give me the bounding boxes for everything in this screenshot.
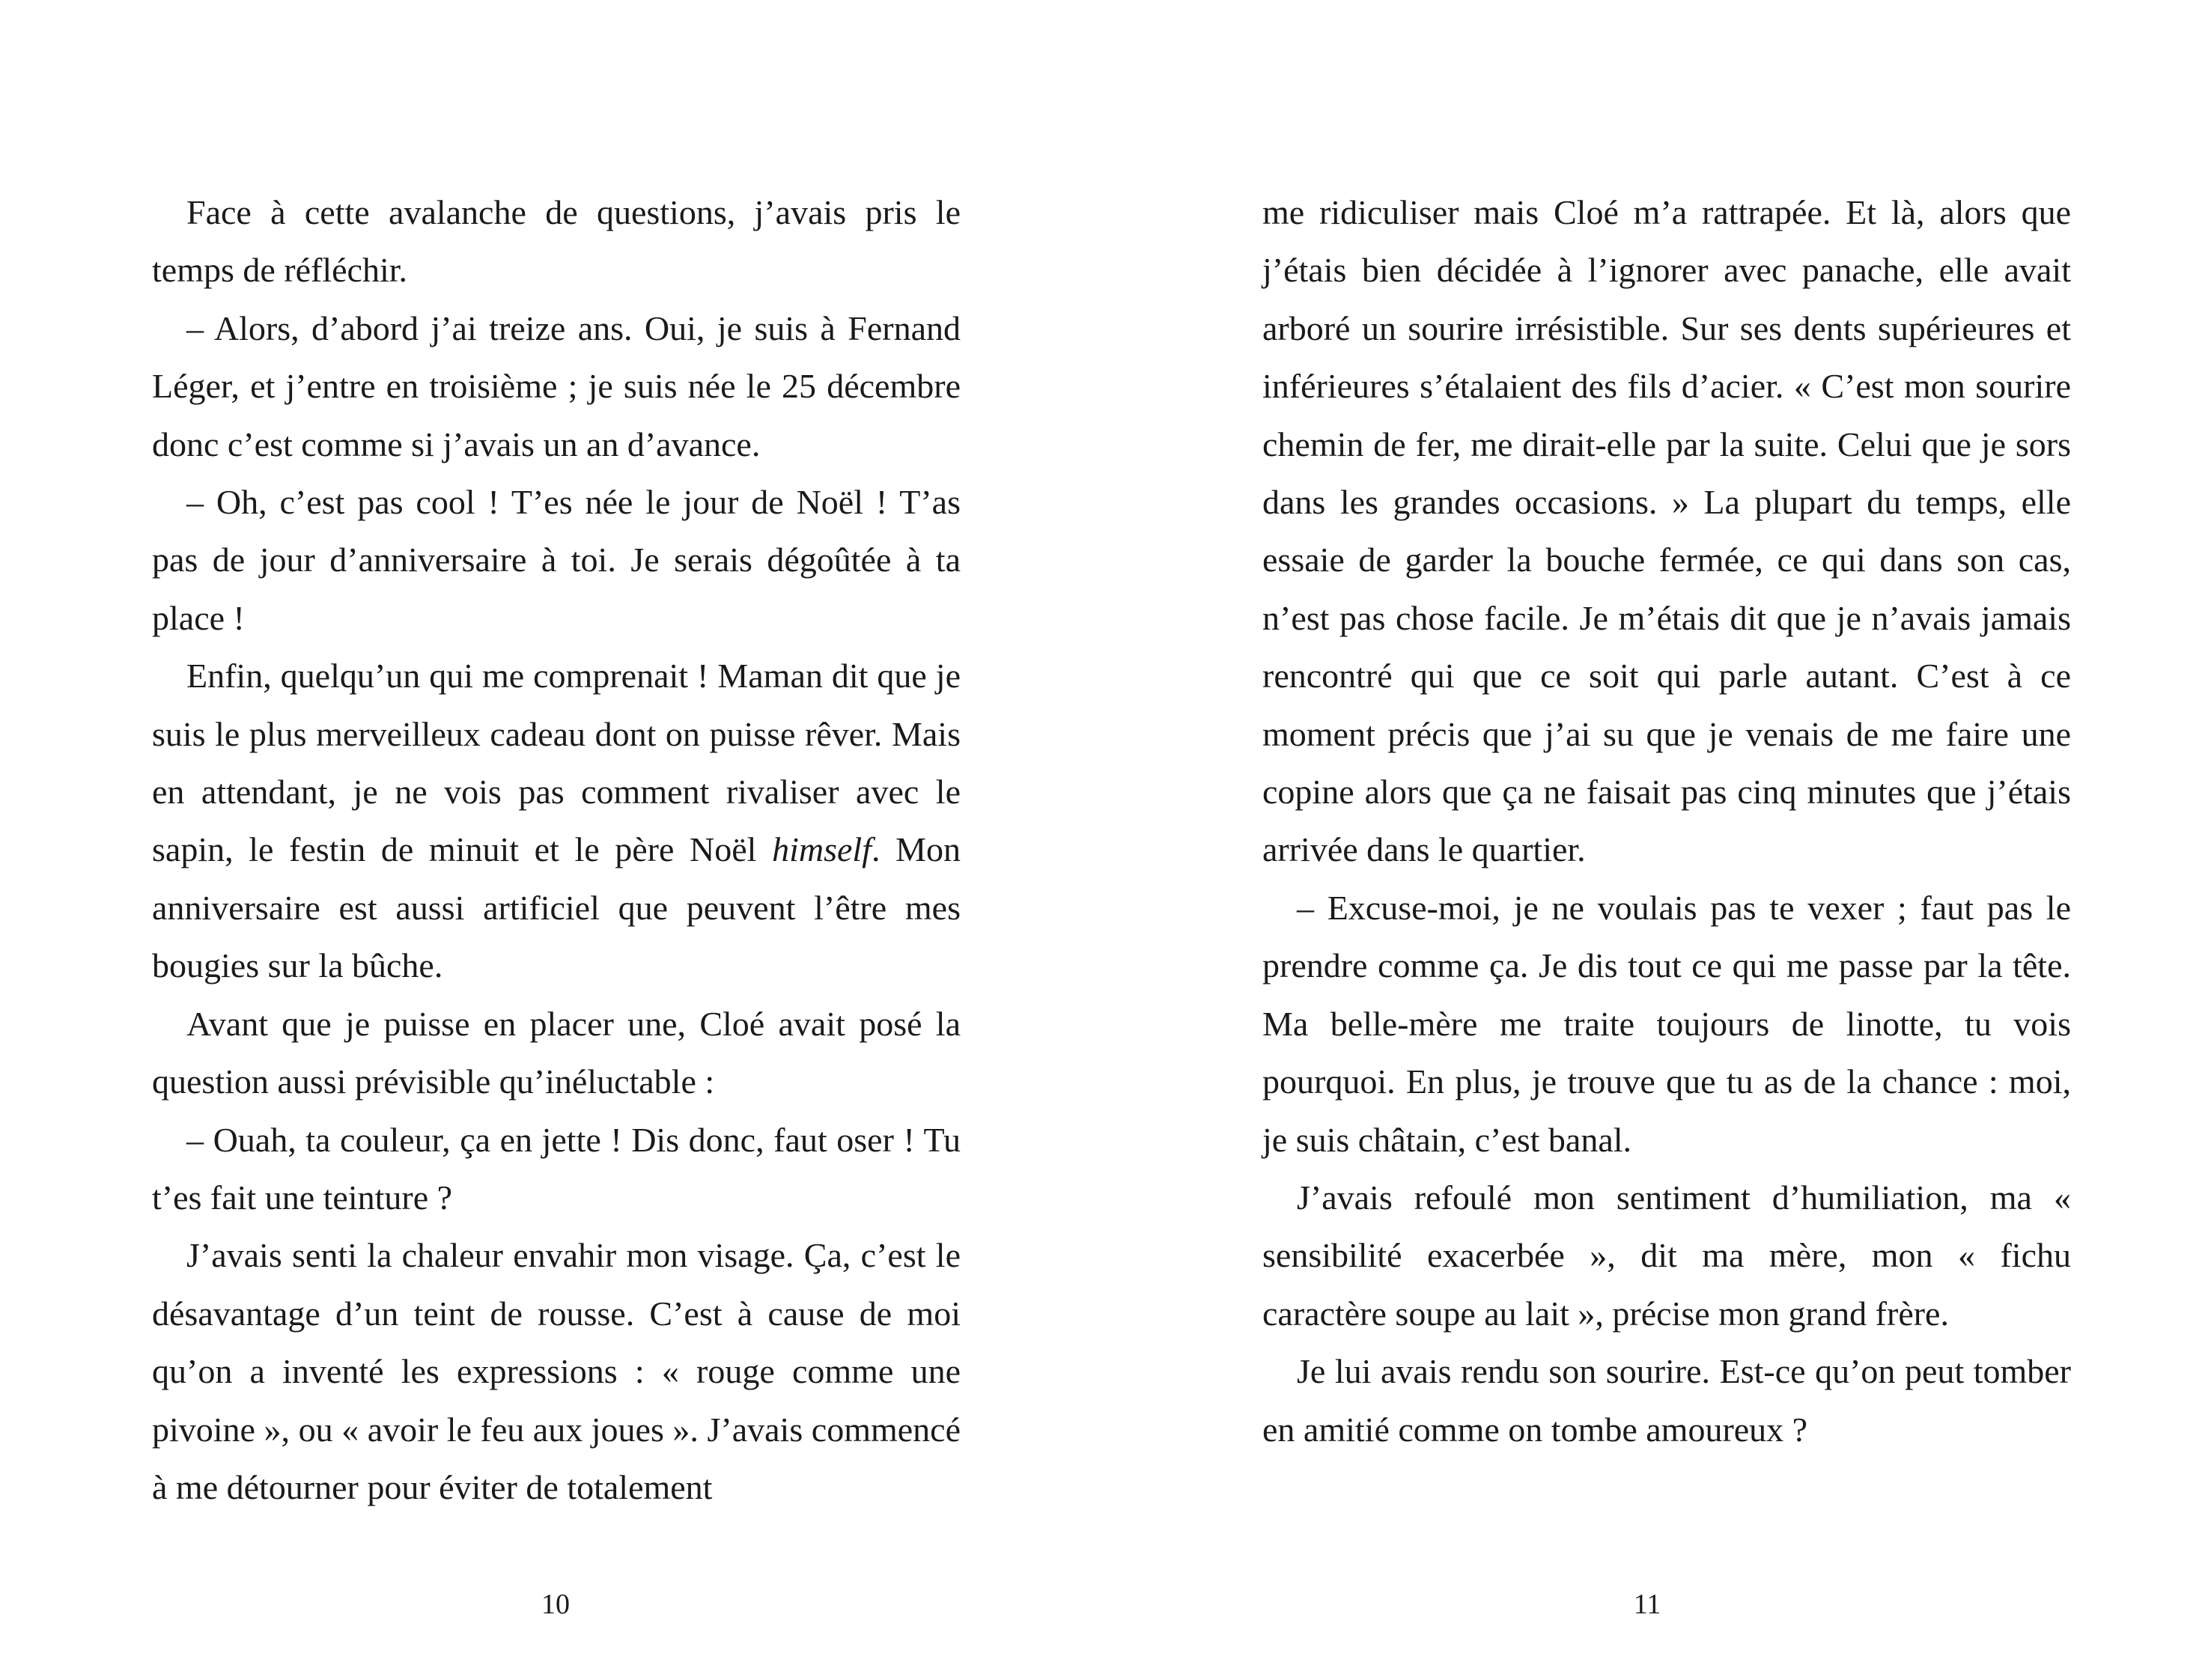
- paragraph: – Oh, c’est pas cool ! T’es née le jour de Noël ! T’as pas de jour d’anniversaire à toi. Je serais dégoûtée à ta place !: [152, 483, 961, 637]
- paragraph: – Ouah, ta couleur, ça en jette ! Dis donc, faut oser ! Tu t’es fait une teinture ?: [152, 1120, 961, 1217]
- left-page: [0, 0, 1105, 1680]
- paragraph: – Excuse-moi, je ne voulais pas te vexer ; faut pas le prendre comme ça. Je dis tout ce qui me passe par la tête. Ma belle-mère me traite toujours de linotte, tu vois pourquoi. En plus, je trouve que tu as de la chance : moi, je suis châtain, c’est banal.: [1262, 888, 2071, 1159]
- italic-word: himself: [772, 830, 872, 869]
- paragraph: [152, 647, 961, 994]
- right-page-text: [1262, 183, 2071, 1458]
- right-page: [1105, 0, 2210, 1680]
- paragraph: J’avais refoulé mon sentiment d’humiliation, ma « sensibilité exacerbée », dit ma mère, mon « fichu caractère soupe au lait », précise mon grand frère.: [1262, 1178, 2071, 1333]
- paragraph: J’avais senti la chaleur envahir mon visage. Ça, c’est le désavantage d’un teint de rousse. C’est à cause de moi qu’on a inventé les expressions : « rouge comme une pivoine », ou « avoir le feu aux joues ». J’avais commencé à me détourner pour éviter de totalement: [152, 1236, 961, 1506]
- left-page-text: [152, 183, 961, 1516]
- page-number-left: 10: [541, 1589, 570, 1620]
- paragraph: – Alors, d’abord j’ai treize ans. Oui, je suis à Fernand Léger, et j’entre en troisième ; je suis née le 25 décembre donc c’est comme si j’avais un an d’avance.: [152, 308, 961, 463]
- paragraph: Je lui avais rendu son sourire. Est-ce qu’on peut tomber en amitié comme on tombe amoureux ?: [1262, 1352, 2071, 1449]
- paragraph-text: . Mon anniversaire est aussi artificiel que peuvent l’être mes bougies sur la bûche.: [152, 830, 961, 985]
- paragraph-text: Enfin, quelqu’un qui me comprenait ! Maman dit que je suis le plus merveilleux cadeau dont on puisse rêver. Mais en attendant, je ne vois pas comment rivaliser avec le sapin, le festin de minuit et le père Noël: [152, 657, 961, 869]
- paragraph-continuation: me ridiculiser mais Cloé m’a rattrapée. Et là, alors que j’étais bien décidée à l’ignorer avec panache, elle avait arboré un sourire irrésistible. Sur ses dents supérieures et inférieures s’étalaient des fils d’acier. « C’est mon sourire chemin de fer, me dirait-elle par la suite. Celui que je sors dans les grandes occasions. » La plupart du temps, elle essaie de garder la bouche fermée, ce qui dans son cas, n’est pas chose facile. Je m’étais dit que je n’avais jamais rencontré qui que ce soit qui parle autant. C’est à ce moment précis que j’ai su que je venais de me faire une copine alors que ça ne faisait pas cinq minutes que j’étais arrivée dans le quartier.: [1262, 193, 2071, 869]
- paragraph: Avant que je puisse en placer une, Cloé avait posé la question aussi prévisible qu’inéluctable :: [152, 1004, 961, 1101]
- paragraph: Face à cette avalanche de questions, j’avais pris le temps de réfléchir.: [152, 193, 961, 290]
- page-number-right: 11: [1633, 1589, 1661, 1620]
